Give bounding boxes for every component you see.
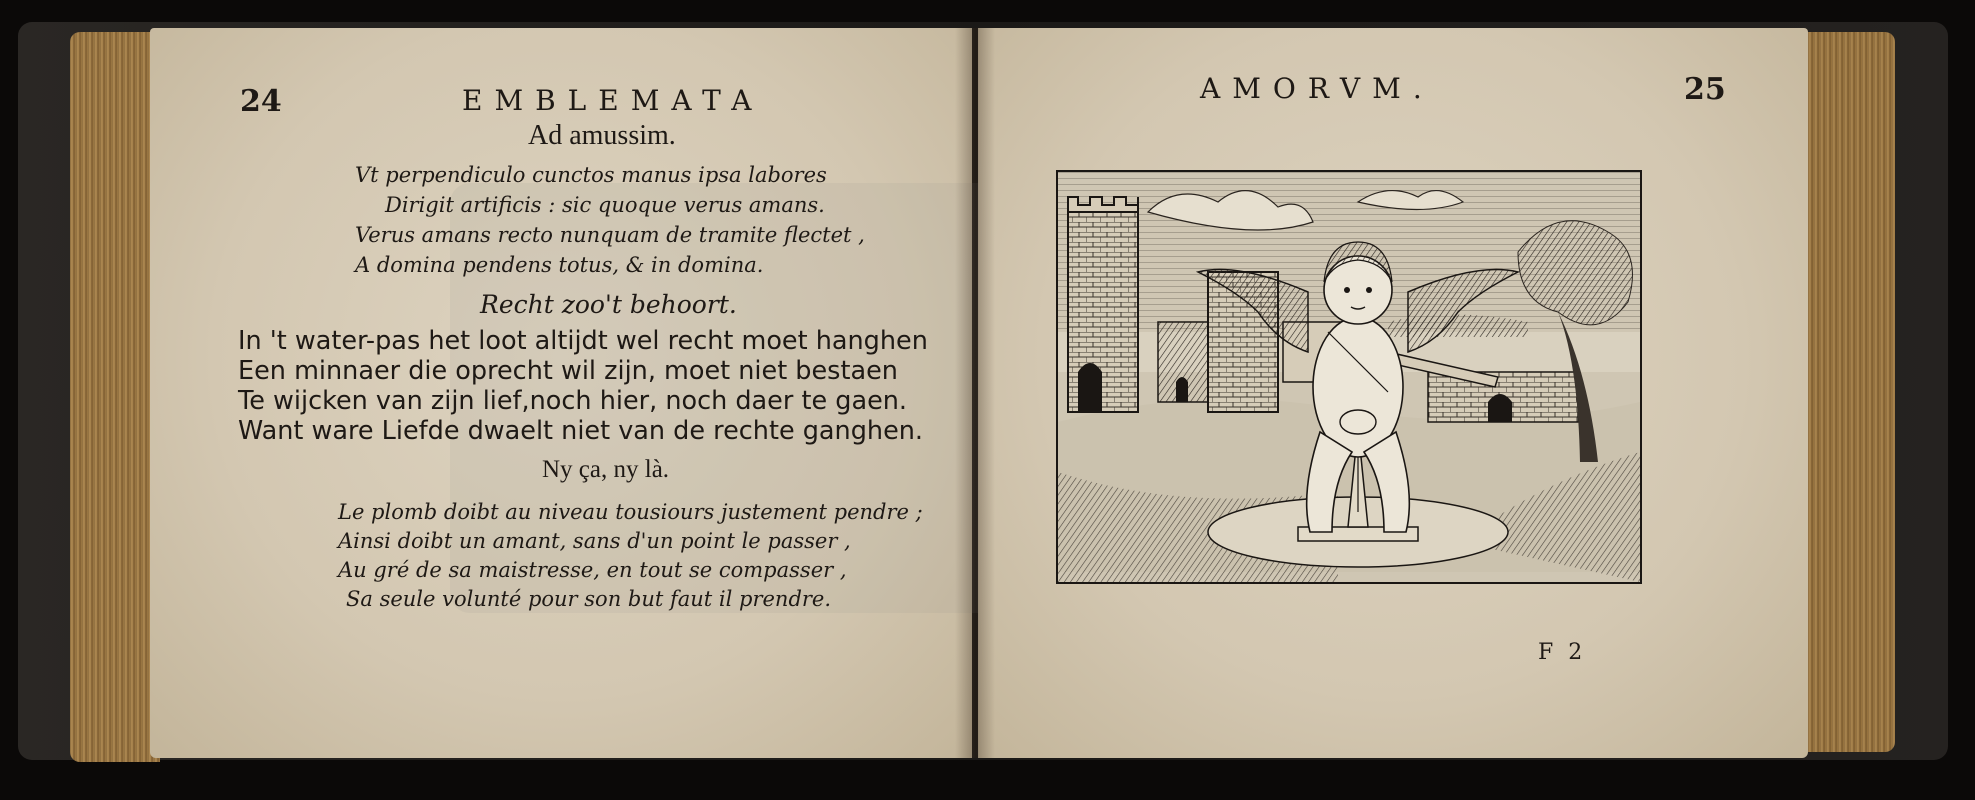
left-page-edges (70, 32, 160, 762)
dutch-title: Recht zoo't behoort. (480, 290, 737, 319)
french-line-2: Ainsi doibt un amant, sans d'un point le passer , (338, 529, 851, 553)
right-page-number: 25 (1684, 72, 1726, 107)
dutch-line-4: Want ware Liefde dwaelt niet van de rechte ganghen. (238, 416, 924, 446)
running-head-left: EMBLEMATA (462, 84, 764, 117)
dutch-line-2: Een minnaer die oprecht wil zijn, moet niet bestaen (238, 356, 898, 386)
latin-line-2: Dirigit artificis : sic quoque verus amans. (385, 193, 825, 217)
dutch-line-1: In 't water-pas het loot altijdt wel recht moet hanghen (238, 326, 928, 356)
latin-line-1: Vt perpendiculo cunctos manus ipsa labores (355, 163, 827, 187)
emblem-motto: Ad amussim. (528, 120, 676, 151)
french-line-1: Le plomb doibt au niveau tousiours justement pendre ; (338, 500, 923, 524)
cupid-engraving (1056, 170, 1642, 584)
signature-mark: F 2 (1538, 640, 1587, 665)
latin-line-4: A domina pendens totus, & in domina. (355, 253, 764, 277)
french-title: Ny ça, ny là. (542, 456, 670, 483)
left-page (150, 28, 972, 758)
latin-line-3: Verus amans recto nunquam de tramite flectet , (355, 223, 865, 247)
french-line-4: Sa seule volunté pour son but faut il prendre. (346, 587, 832, 611)
running-head-right: AMORVM. (1200, 72, 1434, 105)
book-gutter (955, 28, 995, 758)
dutch-line-3: Te wijcken van zijn lief,noch hier, noch daer te gaen. (238, 386, 908, 416)
left-page-number: 24 (240, 84, 282, 119)
french-line-3: Au gré de sa maistresse, en tout se compasser , (338, 558, 847, 582)
